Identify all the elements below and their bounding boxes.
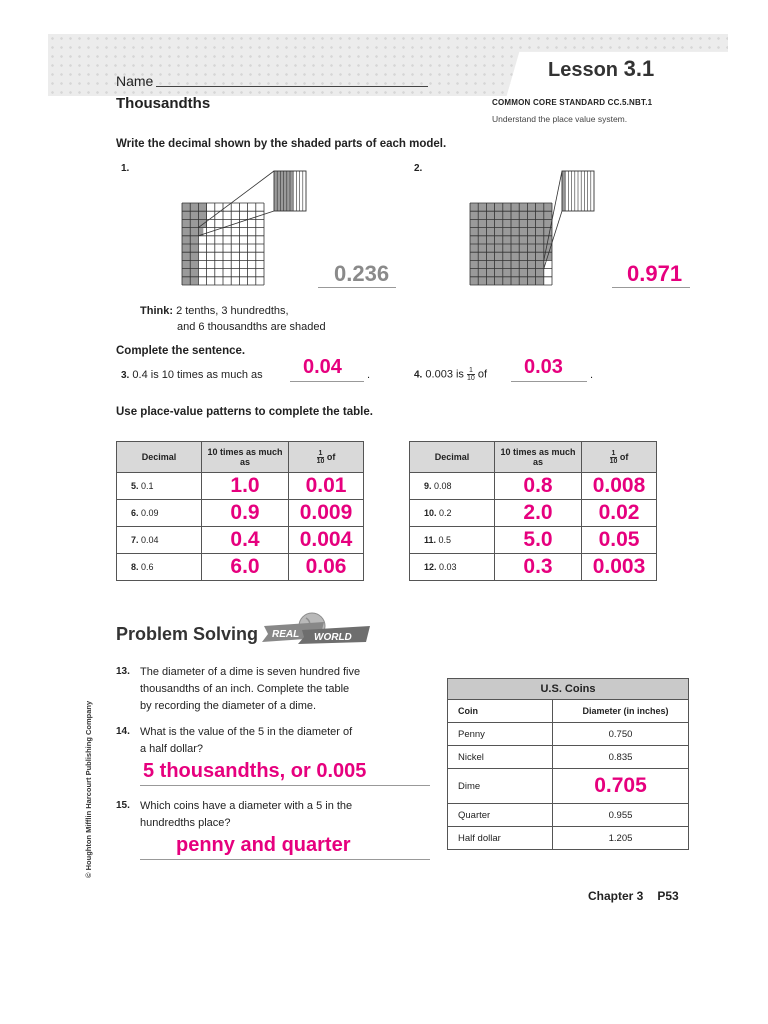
question-number-14: 14. [116,726,130,737]
decimal-value: 0.03 [439,562,457,572]
think-line-2: and 6 thousandths are shaded [177,321,326,333]
tenth-of-answer[interactable]: 0.05 [582,527,657,554]
decimal-value: 0.04 [141,535,159,545]
question-number-13: 13. [116,666,130,677]
coin-diameter: 1.205 [553,827,689,850]
footer-chapter: Chapter 3 [588,889,644,903]
question-3 [121,369,263,381]
decimal-value: 0.1 [141,481,154,491]
think-label: Think: [140,305,173,317]
tenth-of-answer[interactable]: 0.004 [289,527,364,554]
row-number: 10. [424,508,437,518]
header-fraction-den: 10 [609,457,618,465]
question-4-of: of [477,368,488,381]
name-field[interactable] [156,86,428,87]
tenth-of-answer[interactable]: 0.009 [289,500,364,527]
ten-times-answer[interactable]: 0.8 [495,473,582,500]
question-4 [414,367,487,382]
zoom-line [198,211,274,236]
header-ten-times: 10 times as much as [495,442,582,473]
place-value-table-left [116,441,364,581]
decimal-cell [117,500,202,527]
question-14-line-1: What is the value of the 5 in the diameter of [140,726,353,738]
table-header-row [117,442,364,473]
table-row [448,769,689,804]
row-number: 6. [131,508,139,518]
fraction-numerator: 1 [468,367,473,374]
header-tenth-of [582,442,657,473]
question-15-text [140,798,352,832]
question-15-line-1: Which coins have a diameter with a 5 in the [140,800,353,812]
answer-line-14[interactable] [140,785,430,786]
table-row [448,827,689,850]
question-number-3: 3. [121,370,130,381]
header-fraction [317,450,325,465]
row-number: 5. [131,481,139,491]
page-footer [588,889,679,903]
shaded-hundredths [544,203,552,260]
coin-name: Half dollar [448,827,553,850]
tenth-of-answer[interactable]: 0.003 [582,554,657,581]
answer-14: 5 thousandths, or 0.005 [143,760,367,782]
decimal-cell [410,554,495,581]
answer-4: 0.03 [524,356,563,378]
header-fraction-den: 10 [316,457,325,465]
model-1-grid [170,165,310,295]
decimal-cell [410,473,495,500]
ten-times-answer[interactable]: 2.0 [495,500,582,527]
header-fraction [610,450,618,465]
complete-sentence-heading: Complete the sentence. [116,345,246,357]
header-decimal: Decimal [410,442,495,473]
ten-times-answer[interactable]: 1.0 [202,473,289,500]
table-row [448,804,689,827]
answer-15: penny and quarter [176,834,351,856]
decimal-cell [410,527,495,554]
tenth-of-answer[interactable]: 0.02 [582,500,657,527]
question-13-line-3: by recording the diameter of a dime. [140,700,317,712]
question-15-line-2: hundredths place? [140,817,231,829]
coin-name: Dime [448,769,553,804]
table-row [410,473,657,500]
coin-diameter: 0.835 [553,746,689,769]
table-row [448,746,689,769]
table-row [117,527,364,554]
shaded-hundredths [198,203,206,228]
header-fraction-num: 1 [318,449,323,457]
standard-code: COMMON CORE STANDARD CC.5.NBT.1 [492,98,653,107]
row-number: 12. [424,562,437,572]
standard-text: Understand the place value system. [492,114,628,124]
answer-line-3[interactable] [290,381,364,382]
decimal-cell [117,473,202,500]
coins-header-diameter: Diameter (in inches) [553,700,689,723]
question-number-4: 4. [414,369,423,381]
question-3-text: 0.4 is 10 times as much as [132,369,263,381]
ten-times-answer[interactable]: 0.4 [202,527,289,554]
answer-line-4[interactable] [511,381,587,382]
question-number-1: 1. [121,163,130,174]
header-fraction-num: 1 [611,449,616,457]
answer-model-2: 0.971 [627,261,683,286]
row-number: 7. [131,535,139,545]
coins-table-caption: U.S. Coins [448,679,689,700]
table-row [117,500,364,527]
dime-diameter-answer[interactable]: 0.705 [553,769,689,804]
table-header-row [410,442,657,473]
table-instruction: Use place-value patterns to complete the table. [116,406,373,418]
row-number: 9. [424,481,432,491]
question-13-line-2: thousandths of an inch. Complete the table [140,683,350,695]
decimal-value: 0.09 [141,508,159,518]
header-decimal: Decimal [117,442,202,473]
table-row [410,500,657,527]
model-2-grid [458,165,598,295]
real-world-badge-icon [262,612,372,646]
decimal-value: 0.2 [439,508,452,518]
page-title: Thousandths [116,95,211,112]
coin-name: Nickel [448,746,553,769]
ten-times-answer[interactable]: 0.9 [202,500,289,527]
question-13-line-1: The diameter of a dime is seven hundred five [140,666,361,678]
badge-real-text: REAL [272,629,300,640]
ten-times-answer[interactable]: 5.0 [495,527,582,554]
header-tenth-of [289,442,364,473]
table-row [448,723,689,746]
think-line-1: 2 tenths, 3 hundredths, [176,305,289,317]
coin-diameter: 0.750 [553,723,689,746]
question-4-text: 0.003 is [425,368,464,381]
question-13-text [140,664,360,715]
lesson-title [548,56,654,82]
coin-diameter: 0.955 [553,804,689,827]
models-instruction: Write the decimal shown by the shaded parts of each model. [116,138,447,150]
question-14-line-2: a half dollar? [140,743,203,755]
lesson-label: Lesson [548,59,619,81]
badge-world-text: WORLD [314,632,352,643]
place-value-table-right [409,441,657,581]
header-of: of [619,451,629,462]
think-hint [140,305,289,317]
table-row [410,554,657,581]
answer-3: 0.04 [303,356,342,378]
table-row [410,527,657,554]
header-ten-times: 10 times as much as [202,442,289,473]
decimal-cell [117,554,202,581]
coin-name: Quarter [448,804,553,827]
answer-line-15[interactable] [140,859,430,860]
tenth-of-answer[interactable]: 0.06 [289,554,364,581]
table-row [117,473,364,500]
question-14-text [140,724,352,758]
problem-solving-title: Problem Solving [116,624,259,644]
us-coins-table [447,678,689,850]
magnified-shaded-thousandths [562,171,565,211]
answer-model-1: 0.236 [334,261,390,286]
question-number-2: 2. [414,163,423,174]
question-4-end: . [590,369,594,381]
ten-times-answer[interactable]: 0.3 [495,554,582,581]
coins-header-coin: Coin [448,700,553,723]
row-number: 8. [131,562,139,572]
question-3-end: . [367,369,371,381]
fraction-denominator: 10 [467,375,475,382]
tenth-of-answer[interactable]: 0.01 [289,473,364,500]
decimal-value: 0.6 [141,562,154,572]
name-label: Name [116,73,154,89]
copyright-text: © Houghton Mifflin Harcourt Publishing Company [84,700,93,878]
row-number: 11. [424,535,437,545]
lesson-number: 3.1 [623,56,655,81]
decimal-value: 0.08 [434,481,452,491]
footer-page-number: P53 [657,889,679,903]
tenth-of-answer[interactable]: 0.008 [582,473,657,500]
copyright-notice [82,690,94,880]
table-row [117,554,364,581]
fraction-one-tenth [467,367,475,382]
header-of: of [326,451,336,462]
answer-line-1[interactable] [318,287,396,288]
decimal-cell [117,527,202,554]
answer-line-2[interactable] [612,287,690,288]
coin-name: Penny [448,723,553,746]
question-number-15: 15. [116,800,130,811]
ten-times-answer[interactable]: 6.0 [202,554,289,581]
decimal-cell [410,500,495,527]
decimal-value: 0.5 [438,535,452,545]
